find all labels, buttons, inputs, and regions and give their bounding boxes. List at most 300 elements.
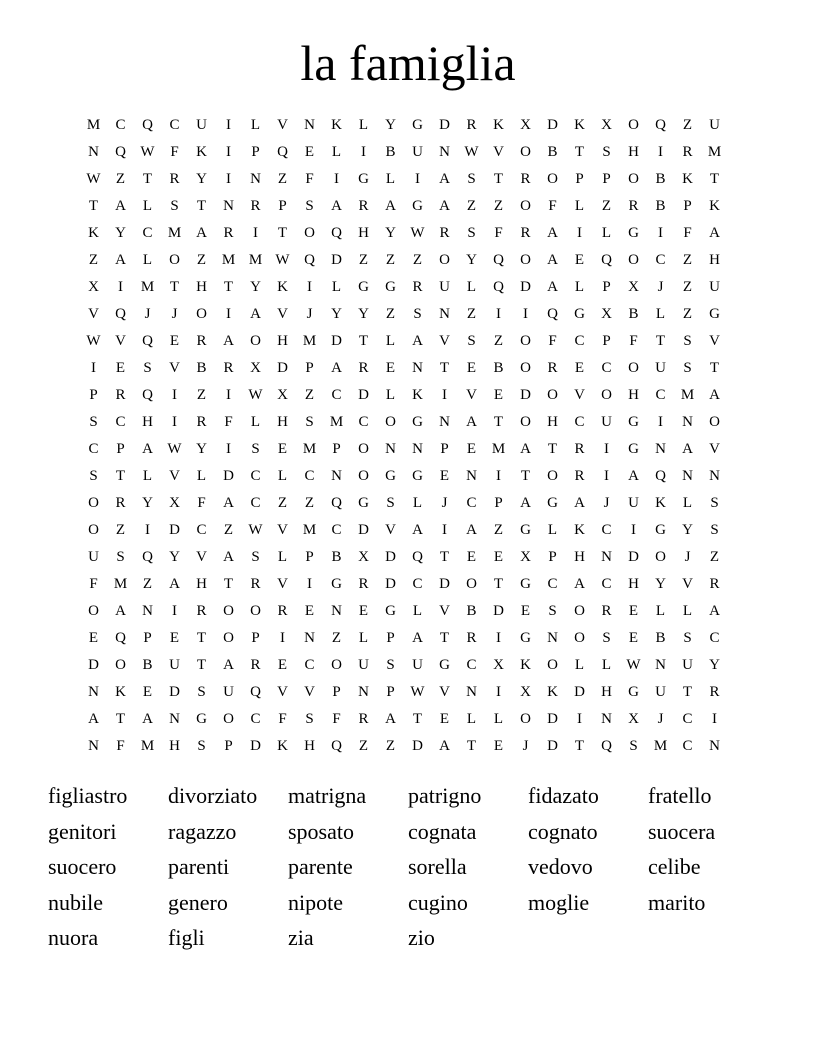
grid-letter: N — [682, 414, 693, 430]
grid-letter: A — [169, 576, 180, 592]
grid-letter: T — [574, 738, 585, 754]
grid-letter: S — [89, 414, 98, 430]
grid-letter: T — [493, 576, 504, 592]
grid-letter: L — [385, 171, 396, 187]
grid-letter: L — [358, 117, 369, 133]
grid-letter: R — [520, 171, 531, 187]
word-bank-item: suocera — [648, 818, 716, 844]
grid-letter: T — [493, 414, 504, 430]
grid-letter: A — [115, 252, 126, 268]
word-bank-item: fidazato — [528, 783, 599, 808]
word-bank-item: ragazzo — [168, 818, 237, 844]
grid-letter: N — [331, 603, 342, 619]
grid-letter: A — [331, 198, 342, 214]
grid-letter: M — [113, 576, 128, 592]
grid-letter: S — [629, 738, 638, 754]
word-bank-item: cognato — [528, 818, 598, 844]
grid-letter: O — [250, 603, 261, 619]
grid-letter: N — [601, 549, 612, 565]
grid-letter: A — [223, 495, 234, 511]
grid-letter: P — [278, 198, 287, 214]
grid-letter: N — [223, 198, 234, 214]
grid-letter: Z — [682, 306, 693, 322]
grid-letter: U — [196, 117, 207, 133]
grid-letter: W — [167, 441, 182, 457]
grid-letter: V — [169, 360, 180, 376]
grid-letter: D — [358, 522, 369, 538]
grid-letter: N — [169, 711, 180, 727]
grid-letter: Q — [412, 549, 423, 565]
grid-letter: C — [304, 468, 315, 484]
grid-letter: S — [170, 198, 179, 214]
word-bank-item: figli — [168, 925, 205, 951]
word-bank-item: cugino — [408, 889, 468, 915]
grid-letter: X — [628, 711, 639, 727]
grid-letter: P — [683, 198, 692, 214]
grid-letter: Y — [115, 225, 126, 241]
grid-letter: V — [574, 387, 585, 403]
grid-letter: T — [574, 144, 585, 160]
grid-letter: B — [655, 198, 666, 214]
grid-letter: Z — [304, 495, 315, 511]
grid-letter: Z — [196, 252, 207, 268]
grid-letter: H — [574, 549, 585, 565]
grid-letter: J — [657, 279, 664, 295]
grid-letter: L — [385, 387, 396, 403]
grid-letter: F — [629, 333, 638, 349]
grid-letter: D — [493, 603, 504, 619]
grid-letter: J — [684, 549, 691, 565]
grid-letter: C — [655, 387, 666, 403]
grid-letter: P — [143, 630, 152, 646]
grid-letter: Q — [142, 549, 153, 565]
grid-letter: P — [440, 441, 449, 457]
grid-letter: T — [358, 333, 369, 349]
grid-letter: I — [712, 711, 717, 727]
grid-letter: R — [358, 360, 369, 376]
grid-letter: C — [115, 414, 126, 430]
grid-letter: A — [439, 738, 450, 754]
grid-letter: M — [302, 522, 317, 538]
grid-letter: S — [305, 711, 314, 727]
grid-letter: Q — [493, 252, 504, 268]
grid-letter: S — [467, 225, 476, 241]
grid-letter: D — [277, 360, 288, 376]
grid-letter: T — [439, 360, 450, 376]
word-bank-item: zio — [408, 925, 435, 951]
grid-letter: Z — [709, 549, 720, 565]
grid-letter: E — [358, 603, 369, 619]
word-bank — [48, 778, 768, 956]
grid-letter: O — [358, 468, 369, 484]
grid-letter: C — [88, 441, 99, 457]
grid-letter: D — [358, 387, 369, 403]
grid-letter: O — [628, 360, 639, 376]
grid-letter: E — [574, 252, 585, 268]
grid-letter: R — [466, 117, 477, 133]
grid-letter: W — [86, 171, 101, 187]
grid-letter: D — [385, 549, 396, 565]
grid-letter: G — [628, 684, 639, 700]
grid-letter: L — [358, 630, 369, 646]
grid-letter: O — [520, 360, 531, 376]
grid-letter: Z — [493, 522, 504, 538]
grid-letter: A — [412, 522, 423, 538]
grid-letter: A — [466, 414, 477, 430]
grid-letter: G — [358, 495, 369, 511]
grid-letter: I — [226, 171, 231, 187]
grid-letter: K — [682, 171, 693, 187]
grid-letter: C — [115, 117, 126, 133]
grid-letter: E — [466, 441, 477, 457]
word-bank-item: genero — [168, 889, 228, 915]
grid-letter: C — [331, 522, 342, 538]
grid-letter: J — [657, 711, 664, 727]
grid-letter: Q — [601, 252, 612, 268]
grid-letter: O — [169, 252, 180, 268]
grid-letter: A — [574, 576, 585, 592]
grid-letter: D — [385, 576, 396, 592]
grid-letter: A — [385, 198, 396, 214]
grid-letter: Z — [601, 198, 612, 214]
grid-letter: D — [547, 738, 558, 754]
grid-letter: C — [655, 252, 666, 268]
grid-letter: R — [250, 198, 261, 214]
grid-letter: R — [601, 603, 612, 619]
grid-letter: A — [628, 468, 639, 484]
grid-letter: Z — [277, 495, 288, 511]
grid-letter: M — [329, 414, 344, 430]
word-bank-item: suocero — [48, 854, 117, 880]
grid-letter: R — [574, 441, 585, 457]
grid-letter: Y — [250, 279, 261, 295]
grid-letter: O — [466, 576, 477, 592]
grid-letter: E — [277, 441, 288, 457]
grid-letter: F — [332, 711, 341, 727]
grid-letter: C — [250, 468, 261, 484]
grid-letter: B — [466, 603, 477, 619]
grid-letter: L — [385, 333, 396, 349]
grid-letter: Q — [142, 117, 153, 133]
grid-letter: I — [280, 630, 285, 646]
grid-letter: I — [226, 306, 231, 322]
grid-letter: O — [520, 711, 531, 727]
grid-letter: N — [682, 468, 693, 484]
grid-letter: G — [520, 522, 531, 538]
grid-letter: E — [466, 360, 477, 376]
grid-letter: P — [89, 387, 98, 403]
grid-letter: G — [520, 576, 531, 592]
grid-letter: H — [628, 144, 639, 160]
grid-letter: Q — [142, 387, 153, 403]
grid-letter: S — [602, 144, 611, 160]
grid-letter: N — [412, 441, 423, 457]
grid-letter: M — [86, 117, 101, 133]
grid-letter: D — [88, 657, 99, 673]
grid-letter: L — [466, 279, 477, 295]
grid-letter: P — [116, 441, 125, 457]
grid-letter: E — [142, 684, 153, 700]
grid-letter: V — [493, 144, 504, 160]
grid-letter: H — [142, 414, 153, 430]
word-bank-item: divorziato — [168, 783, 258, 808]
grid-letter: S — [386, 495, 395, 511]
grid-letter: M — [707, 144, 722, 160]
grid-letter: I — [658, 225, 663, 241]
grid-letter: P — [494, 495, 503, 511]
grid-letter: C — [250, 495, 261, 511]
grid-letter: S — [683, 630, 692, 646]
grid-letter: Z — [682, 252, 693, 268]
grid-letter: J — [441, 495, 448, 511]
grid-letter: F — [116, 738, 125, 754]
grid-letter: P — [251, 144, 260, 160]
grid-letter: T — [196, 630, 207, 646]
grid-letter: O — [709, 414, 720, 430]
grid-letter: V — [169, 468, 180, 484]
grid-letter: O — [628, 252, 639, 268]
grid-letter: O — [358, 441, 369, 457]
grid-letter: N — [304, 630, 315, 646]
grid-letter: E — [439, 711, 450, 727]
grid-letter: C — [601, 360, 612, 376]
grid-letter: W — [626, 657, 641, 673]
grid-letter: S — [305, 414, 314, 430]
grid-letter: E — [493, 549, 504, 565]
grid-letter: V — [439, 603, 450, 619]
grid-letter: J — [603, 495, 610, 511]
grid-letter: Q — [115, 144, 126, 160]
grid-letter: H — [358, 225, 369, 241]
grid-letter: I — [91, 360, 96, 376]
grid-letter: O — [115, 657, 126, 673]
grid-letter: E — [493, 738, 504, 754]
word-bank-item: fratello — [648, 783, 712, 808]
grid-letter: I — [496, 630, 501, 646]
grid-letter: W — [410, 684, 425, 700]
grid-letter: L — [331, 144, 342, 160]
grid-letter: D — [412, 738, 423, 754]
grid-letter: K — [655, 495, 666, 511]
grid-letter: O — [385, 414, 396, 430]
grid-letter: H — [547, 414, 558, 430]
grid-letter: W — [140, 144, 155, 160]
grid-letter: V — [277, 576, 288, 592]
grid-letter: U — [439, 279, 450, 295]
grid-letter: I — [172, 414, 177, 430]
grid-letter: R — [115, 387, 126, 403]
grid-letter: G — [385, 468, 396, 484]
letter-grid — [80, 112, 728, 760]
grid-letter: F — [494, 225, 503, 241]
grid-letter: Y — [385, 117, 396, 133]
grid-letter: G — [331, 576, 342, 592]
grid-letter: T — [196, 198, 207, 214]
grid-letter: N — [466, 684, 477, 700]
grid-letter: O — [520, 252, 531, 268]
grid-letter: I — [604, 468, 609, 484]
grid-letter: K — [88, 225, 99, 241]
grid-letter: D — [169, 684, 180, 700]
grid-letter: D — [169, 522, 180, 538]
grid-letter: L — [682, 495, 693, 511]
grid-letter: L — [142, 198, 153, 214]
grid-letter: H — [304, 738, 315, 754]
grid-letter: R — [547, 360, 558, 376]
grid-letter: O — [547, 387, 558, 403]
grid-letter: I — [496, 306, 501, 322]
grid-letter: T — [223, 576, 234, 592]
grid-letter: D — [574, 684, 585, 700]
word-bank-item: vedovo — [528, 854, 593, 880]
grid-letter: B — [655, 630, 666, 646]
grid-letter: S — [143, 360, 152, 376]
grid-letter: L — [601, 657, 612, 673]
grid-letter: Q — [250, 684, 261, 700]
grid-letter: U — [682, 657, 693, 673]
grid-letter: W — [464, 144, 479, 160]
grid-letter: D — [439, 117, 450, 133]
grid-letter: Z — [304, 387, 315, 403]
grid-letter: S — [548, 603, 557, 619]
grid-letter: G — [412, 468, 423, 484]
grid-letter: T — [115, 468, 126, 484]
grid-letter: Z — [142, 576, 153, 592]
grid-letter: T — [196, 657, 207, 673]
grid-letter: I — [172, 603, 177, 619]
grid-letter: V — [115, 333, 126, 349]
grid-letter: I — [253, 225, 258, 241]
grid-letter: R — [520, 225, 531, 241]
grid-letter: V — [385, 522, 396, 538]
grid-letter: S — [413, 306, 422, 322]
grid-letter: Z — [466, 198, 477, 214]
grid-letter: H — [277, 414, 288, 430]
grid-letter: Y — [385, 225, 396, 241]
grid-letter: L — [655, 306, 666, 322]
grid-letter: M — [140, 738, 155, 754]
grid-letter: P — [305, 360, 314, 376]
word-bank-item: genitori — [48, 818, 117, 844]
grid-letter: S — [197, 738, 206, 754]
grid-letter: I — [226, 117, 231, 133]
grid-letter: N — [331, 468, 342, 484]
grid-letter: U — [412, 144, 423, 160]
grid-letter: T — [115, 711, 126, 727]
grid-letter: C — [601, 576, 612, 592]
grid-letter: O — [223, 630, 234, 646]
grid-letter: M — [248, 252, 263, 268]
grid-letter: R — [466, 630, 477, 646]
grid-letter: L — [412, 495, 423, 511]
grid-letter: S — [467, 333, 476, 349]
grid-letter: O — [628, 171, 639, 187]
grid-letter: K — [196, 144, 207, 160]
grid-letter: N — [655, 441, 666, 457]
grid-letter: Q — [547, 306, 558, 322]
grid-letter: O — [439, 252, 450, 268]
word-bank-item: celibe — [648, 854, 701, 880]
grid-letter: X — [277, 387, 288, 403]
grid-letter: I — [577, 225, 582, 241]
grid-letter: L — [250, 117, 261, 133]
grid-letter: X — [169, 495, 180, 511]
grid-letter: Z — [358, 738, 369, 754]
grid-letter: N — [412, 360, 423, 376]
grid-letter: R — [358, 576, 369, 592]
grid-letter: I — [658, 144, 663, 160]
grid-letter: G — [628, 225, 639, 241]
grid-letter: O — [304, 225, 315, 241]
grid-letter: F — [170, 144, 179, 160]
grid-letter: X — [250, 360, 261, 376]
grid-letter: E — [628, 630, 639, 646]
grid-letter: N — [466, 468, 477, 484]
grid-letter: Z — [358, 252, 369, 268]
page-title: la famiglia — [300, 35, 516, 91]
grid-letter: N — [250, 171, 261, 187]
grid-letter: Y — [655, 576, 666, 592]
grid-letter: V — [466, 387, 477, 403]
grid-letter: P — [575, 171, 584, 187]
grid-letter: A — [520, 441, 531, 457]
grid-letter: H — [628, 576, 639, 592]
grid-letter: K — [709, 198, 720, 214]
grid-letter: R — [709, 684, 720, 700]
grid-letter: E — [574, 360, 585, 376]
grid-letter: Z — [682, 117, 693, 133]
grid-letter: P — [386, 630, 395, 646]
grid-letter: T — [547, 441, 558, 457]
word-bank-item: zia — [288, 925, 314, 951]
grid-letter: E — [169, 630, 180, 646]
grid-letter: L — [655, 603, 666, 619]
grid-letter: X — [601, 117, 612, 133]
grid-letter: M — [680, 387, 695, 403]
grid-letter: S — [251, 549, 260, 565]
grid-letter: I — [307, 279, 312, 295]
grid-letter: Z — [682, 279, 693, 295]
grid-letter: C — [574, 414, 585, 430]
grid-letter: I — [631, 522, 636, 538]
grid-letter: U — [358, 657, 369, 673]
grid-letter: X — [520, 549, 531, 565]
grid-letter: N — [709, 468, 720, 484]
grid-letter: C — [601, 522, 612, 538]
word-bank-item: parente — [288, 854, 353, 880]
grid-letter: O — [196, 306, 207, 322]
grid-letter: G — [412, 414, 423, 430]
grid-letter: D — [520, 387, 531, 403]
grid-letter: N — [304, 117, 315, 133]
grid-letter: Q — [277, 144, 288, 160]
grid-letter: K — [574, 522, 585, 538]
grid-letter: L — [412, 603, 423, 619]
grid-letter: P — [602, 171, 611, 187]
grid-letter: D — [250, 738, 261, 754]
grid-letter: D — [331, 252, 342, 268]
grid-letter: O — [520, 333, 531, 349]
grid-letter: O — [520, 414, 531, 430]
grid-letter: C — [142, 225, 153, 241]
grid-letter: U — [412, 657, 423, 673]
grid-letter: O — [223, 603, 234, 619]
grid-letter: X — [628, 279, 639, 295]
grid-letter: Z — [493, 333, 504, 349]
grid-letter: L — [250, 414, 261, 430]
grid-letter: M — [302, 333, 317, 349]
grid-letter: R — [250, 657, 261, 673]
